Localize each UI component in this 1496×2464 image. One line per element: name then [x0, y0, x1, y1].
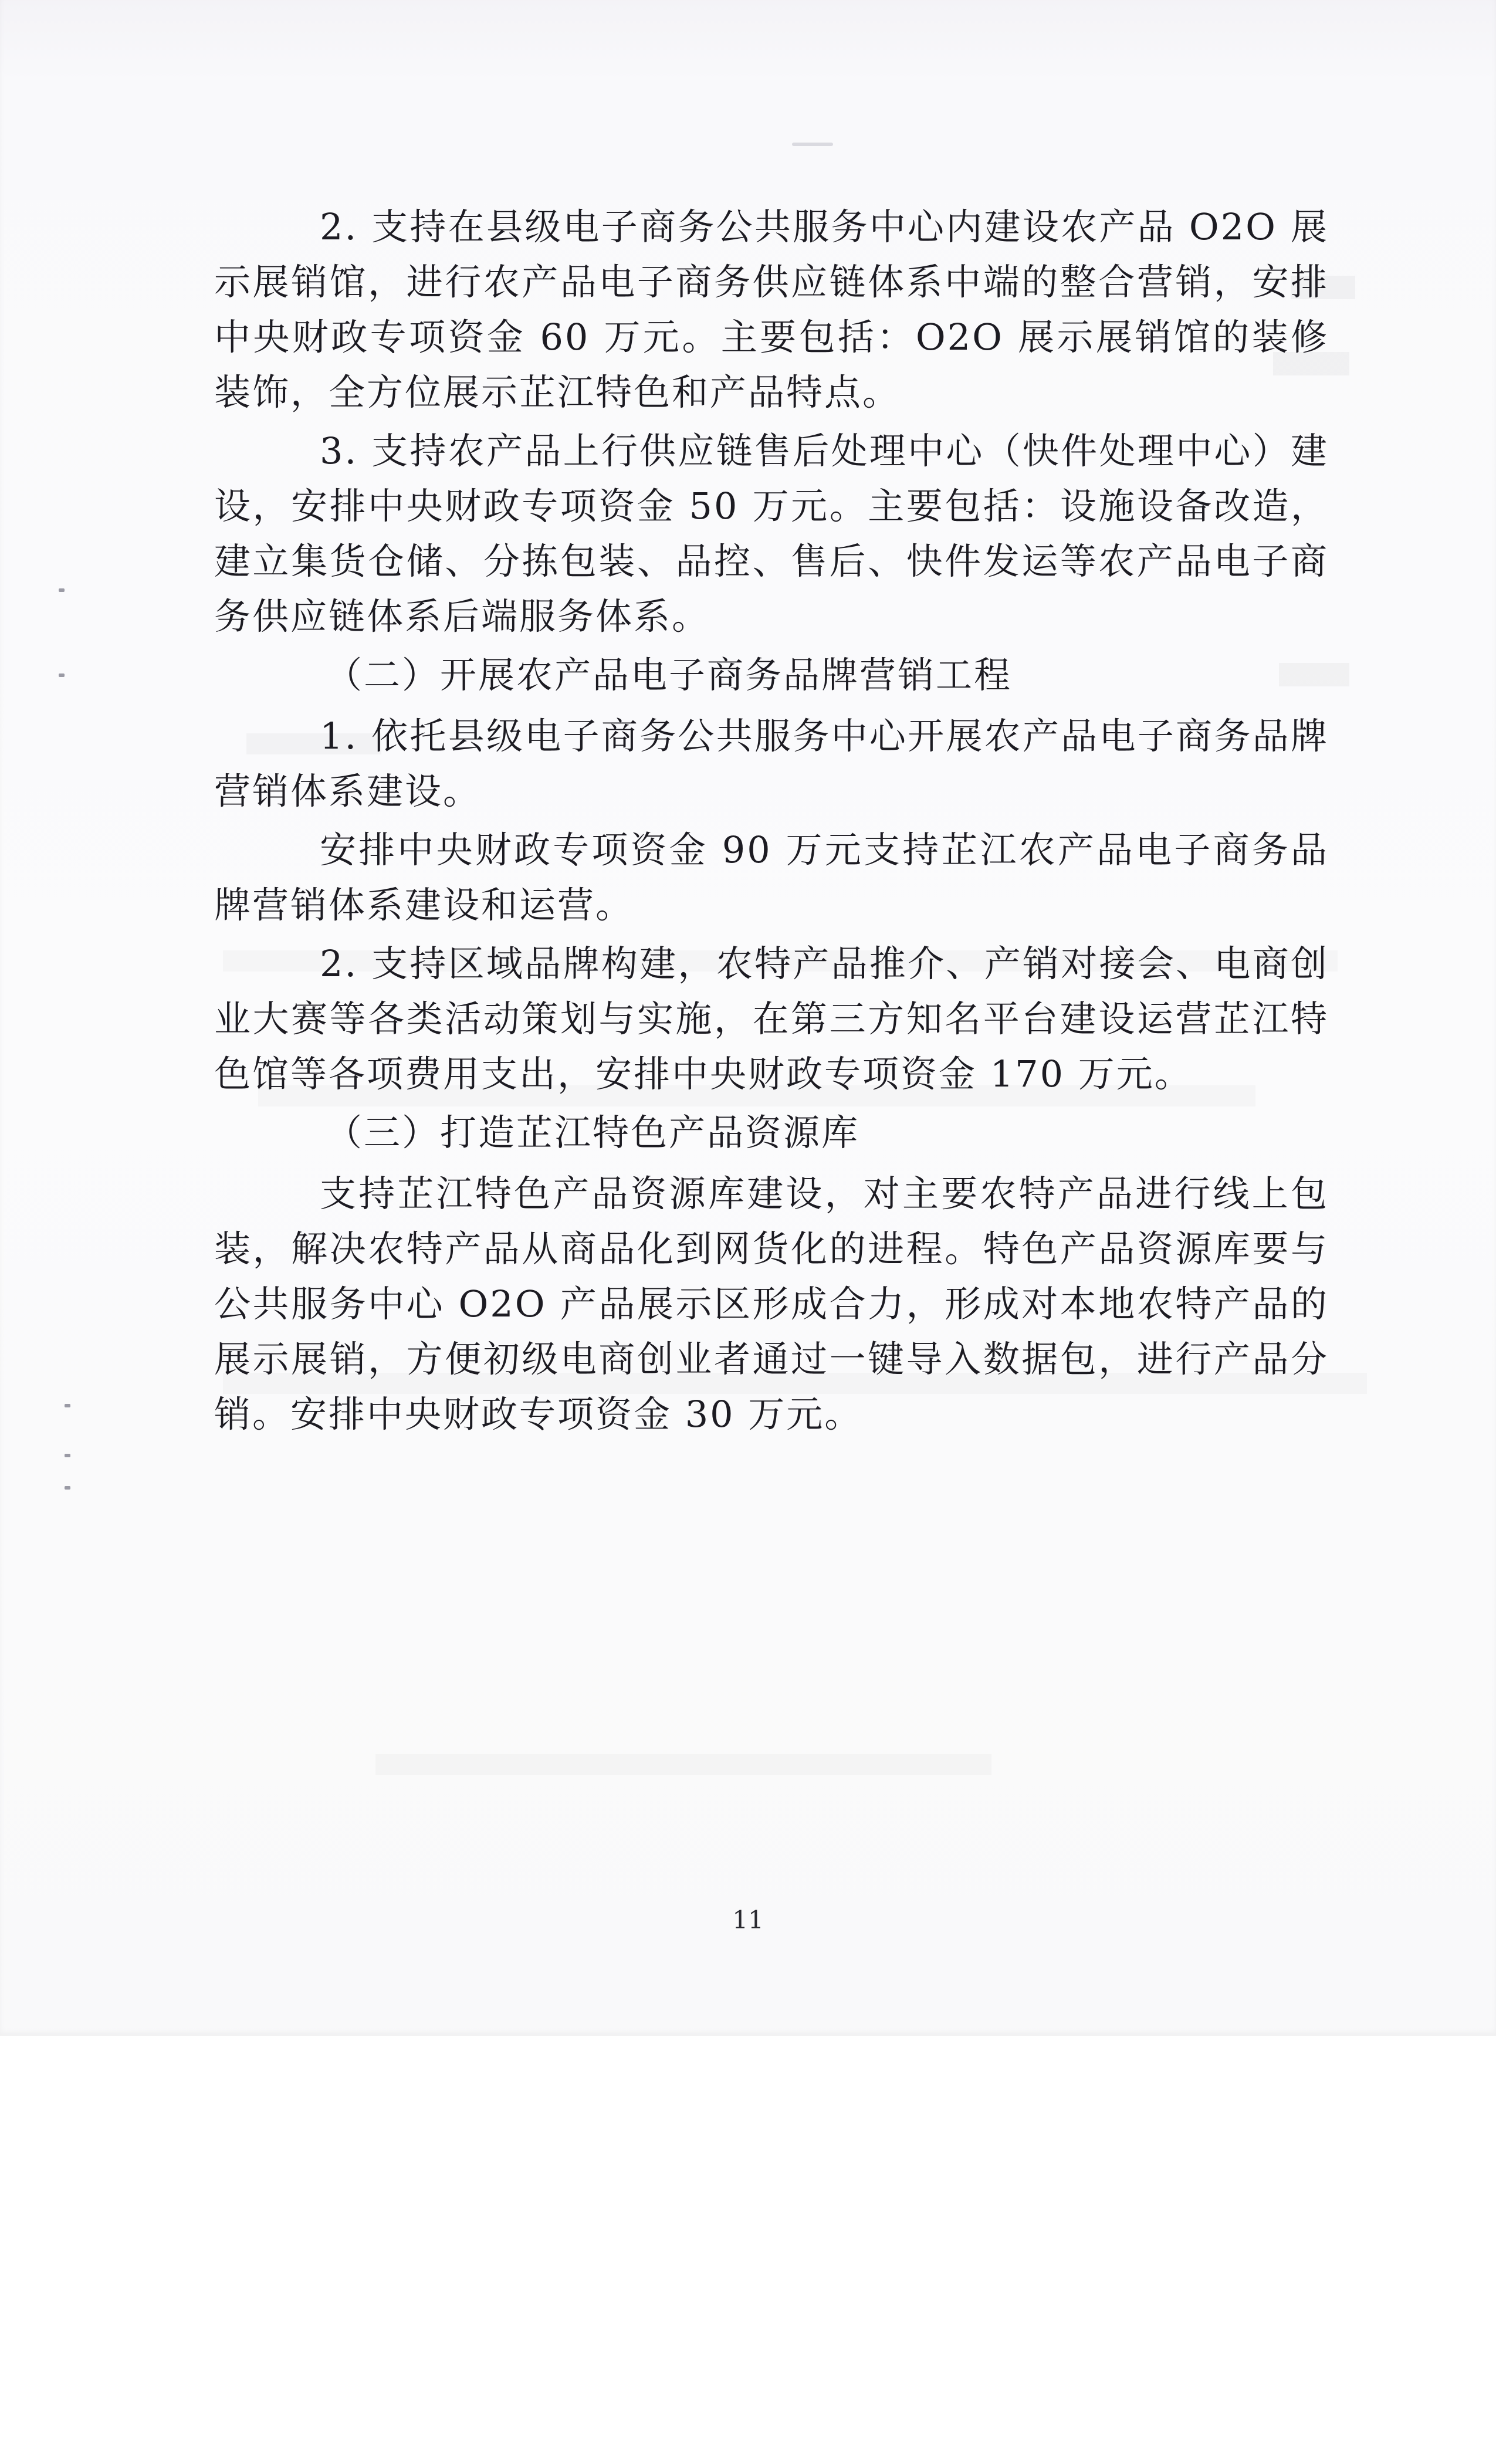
margin-mark [65, 1486, 70, 1490]
page-number: 11 [732, 1905, 764, 1934]
document-body [214, 199, 1329, 1446]
section-heading-brand-marketing: （二）开展农产品电子商务品牌营销工程 [326, 654, 1013, 696]
margin-mark [65, 1404, 70, 1407]
bleed-through-shadow [375, 1754, 991, 1775]
margin-mark [59, 673, 65, 677]
scan-speck [792, 143, 833, 146]
paragraph-funding-90: 安排中央财政专项资金 90 万元支持芷江农产品电子商务品牌营销体系建设和运营。 [214, 828, 1329, 926]
margin-mark [59, 588, 65, 592]
paragraph-item-2-o2o-hall: 2. 支持在县级电子商务公共服务中心内建设农产品 O2O 展示展销馆，进行农产品电子商务供应链体系中端的整合营销，安排中央财政专项资金 60 万元。主要包括：O2O 展示展销馆的装修装饰，全方位展示芷江特色和产品特点。 [214, 205, 1329, 414]
paragraph-item-2-regional-brand: 2. 支持区域品牌构建，农特产品推介、产销对接会、电商创业大赛等各类活动策划与实施，在第三方知名平台建设运营芷江特色馆等各项费用支出，安排中央财政专项资金 170 万元。 [214, 942, 1329, 1095]
paragraph-product-library: 支持芷江特色产品资源库建设，对主要农特产品进行线上包装，解决农特产品从商品化到网货化的进程。特色产品资源库要与公共服务中心 O2O 产品展示区形成合力，形成对本地农特产品的展示展销，方便初级电商创业者通过一键导入数据包，进行产品分销。安排中央财政专项资金 30 万元。 [214, 1172, 1329, 1436]
margin-mark [65, 1454, 70, 1457]
paragraph-item-1-brand-system: 1. 依托县级电子商务公共服务中心开展农产品电子商务品牌营销体系建设。 [214, 715, 1329, 813]
section-heading-product-library: （三）打造芷江特色产品资源库 [326, 1111, 860, 1154]
paragraph-item-3-after-sales-center: 3. 支持农产品上行供应链售后处理中心（快件处理中心）建设，安排中央财政专项资金 50 万元。主要包括：设施设备改造，建立集货仓储、分拣包装、品控、售后、快件发运等农产品电子商务供应链体系后端服务体系。 [214, 429, 1329, 638]
